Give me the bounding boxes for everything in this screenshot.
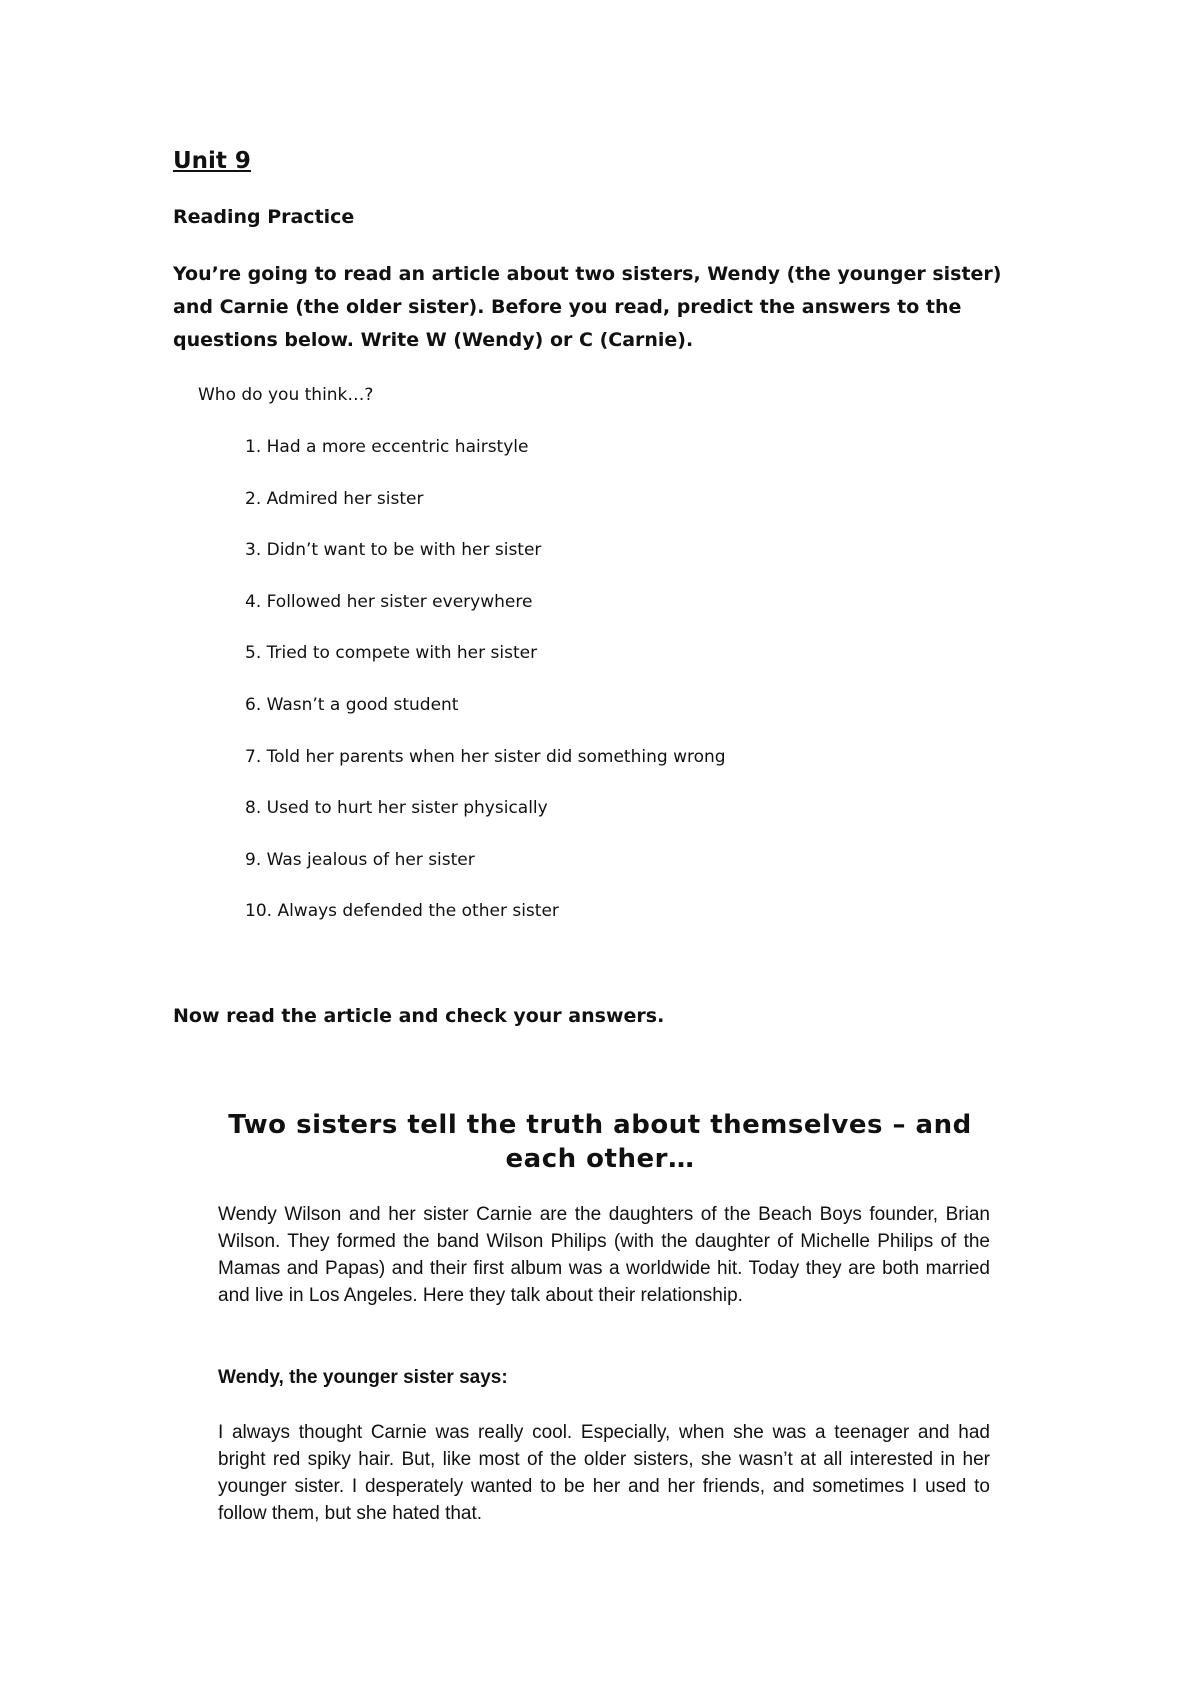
question-item: 4. Followed her sister everywhere xyxy=(245,591,533,612)
reading-intro: You’re going to read an article about two sisters, Wendy (the younger sister) and Carnie (the older sister). Before you read, predict the answers to the questions below. Write W (Wendy) or C (Carnie). xyxy=(173,263,1002,351)
question-item: 3. Didn’t want to be with her sister xyxy=(245,540,542,561)
question-item: 9. Was jealous of her sister xyxy=(245,849,475,870)
article-intro-paragraph: Wendy Wilson and her sister Carnie are the daughters of the Beach Boys founder, Brian Wilson. They formed the band Wilson Philips (with the daughter of Michelle Philips of the Mamas and Papas) and their first album was a worldwide hit. Today they are both married and live in Los Angeles. Here they talk about their relationship. xyxy=(218,1204,990,1306)
section-title: Reading Practice xyxy=(173,206,355,228)
unit-title: Unit 9 xyxy=(173,148,251,174)
reading-instruction: Now read the article and check your answers. xyxy=(173,1005,665,1027)
question-item: 7. Told her parents when her sister did something wrong xyxy=(245,746,726,767)
question-item: 1. Had a more eccentric hairstyle xyxy=(245,437,529,457)
question-item: 2. Admired her sister xyxy=(245,488,424,509)
question-item: 6. Wasn’t a good student xyxy=(245,694,459,715)
question-prompt: Who do you think…? xyxy=(198,385,374,405)
question-item: 5. Tried to compete with her sister xyxy=(245,643,538,664)
question-list xyxy=(245,436,726,952)
article-title: Two sisters tell the truth about themselves – and each other… xyxy=(228,1110,972,1174)
question-item: 8. Used to hurt her sister physically xyxy=(245,798,548,819)
wendy-paragraph: I always thought Carnie was really cool. Especially, when she was a teenager and had bright red spiky hair. But, like most of the older sisters, she wasn’t at all interested in her younger sister. I desperately wanted to be her and her friends, and sometimes I used to follow them, but she hated that. xyxy=(218,1422,990,1524)
wendy-heading: Wendy, the younger sister says: xyxy=(218,1367,508,1388)
question-item: 10. Always defended the other sister xyxy=(245,901,559,922)
